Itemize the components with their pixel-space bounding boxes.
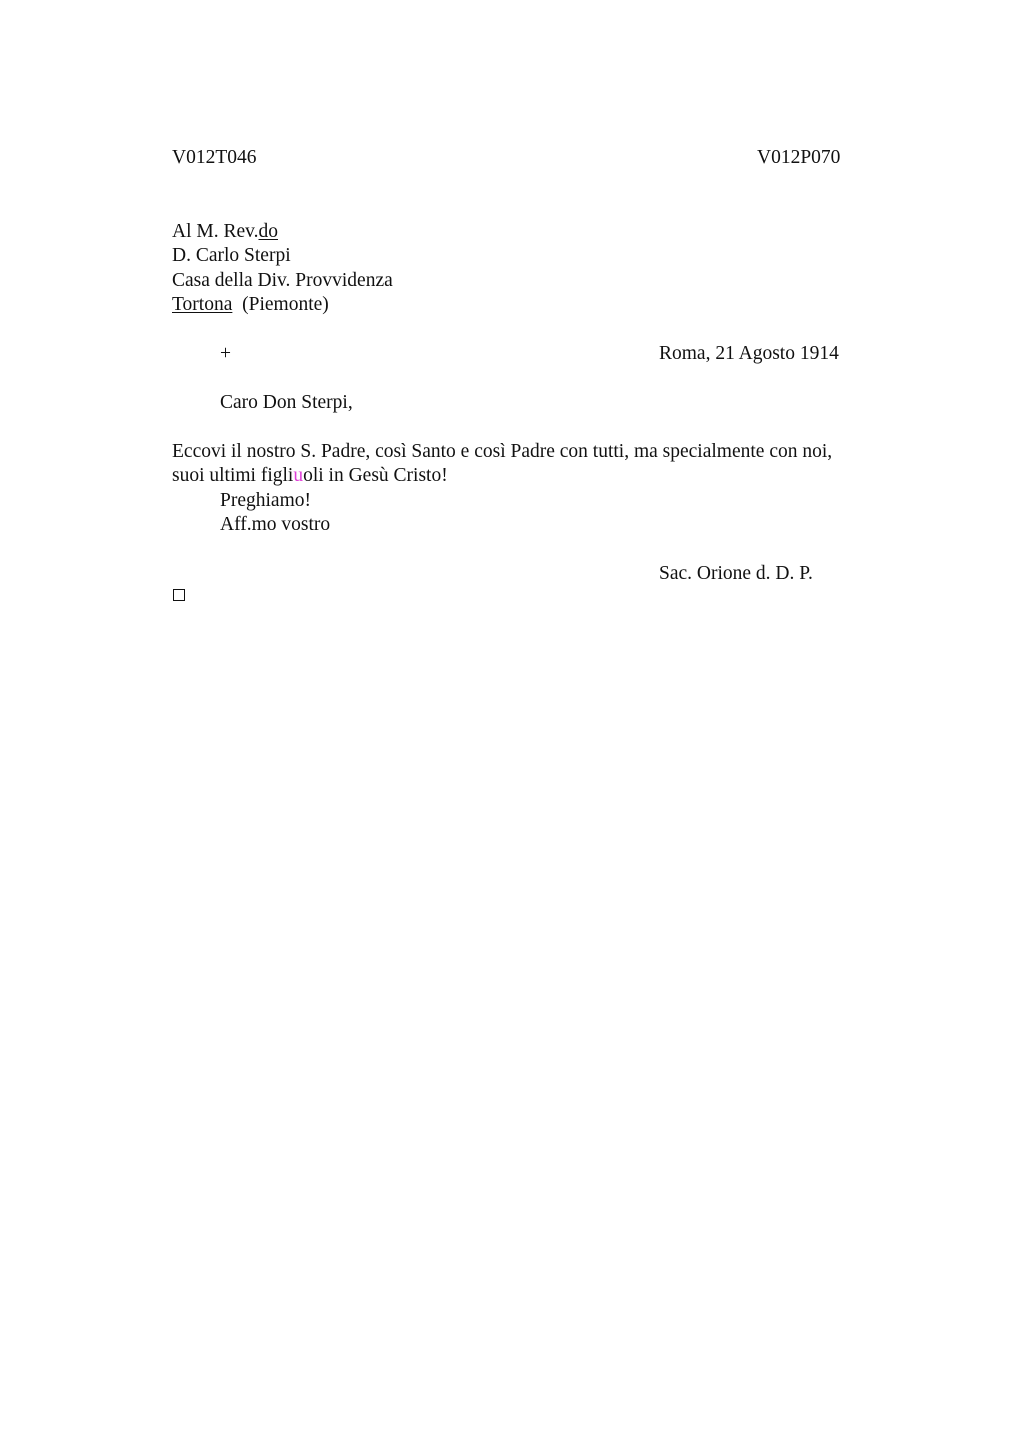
salutation: Caro Don Sterpi, (220, 392, 353, 413)
closing: Aff.mo vostro (220, 514, 331, 535)
signature: Sac. Orione d. D. P. (659, 563, 813, 584)
body-line-2 (172, 464, 448, 488)
highlighted-letter: u (293, 465, 304, 486)
body-line-3: Preghiamo! (220, 490, 311, 511)
address-line-1 (172, 220, 278, 244)
document-code-left: V012T046 (172, 147, 257, 168)
address-line-3: Casa della Div. Provvidenza (172, 270, 393, 291)
address-line-4 (172, 293, 329, 317)
address-line-2: D. Carlo Sterpi (172, 245, 291, 266)
address-city: Tortona (172, 294, 233, 315)
body-line-2-start: suoi ultimi figli (172, 465, 294, 486)
body-line-2-end: oli in Gesù Cristo! (303, 465, 448, 486)
address-title-suffix: do (258, 221, 278, 242)
cross-symbol: + (220, 343, 231, 364)
end-square-mark (173, 589, 185, 601)
address-title-prefix: Al M. Rev. (172, 221, 259, 242)
body-line-1: Eccovi il nostro S. Padre, così Santo e così Padre con tutti, ma specialmente con noi, (172, 441, 833, 462)
document-code-right: V012P070 (757, 147, 841, 168)
address-region: (Piemonte) (242, 294, 329, 315)
place-date: Roma, 21 Agosto 1914 (659, 343, 839, 364)
